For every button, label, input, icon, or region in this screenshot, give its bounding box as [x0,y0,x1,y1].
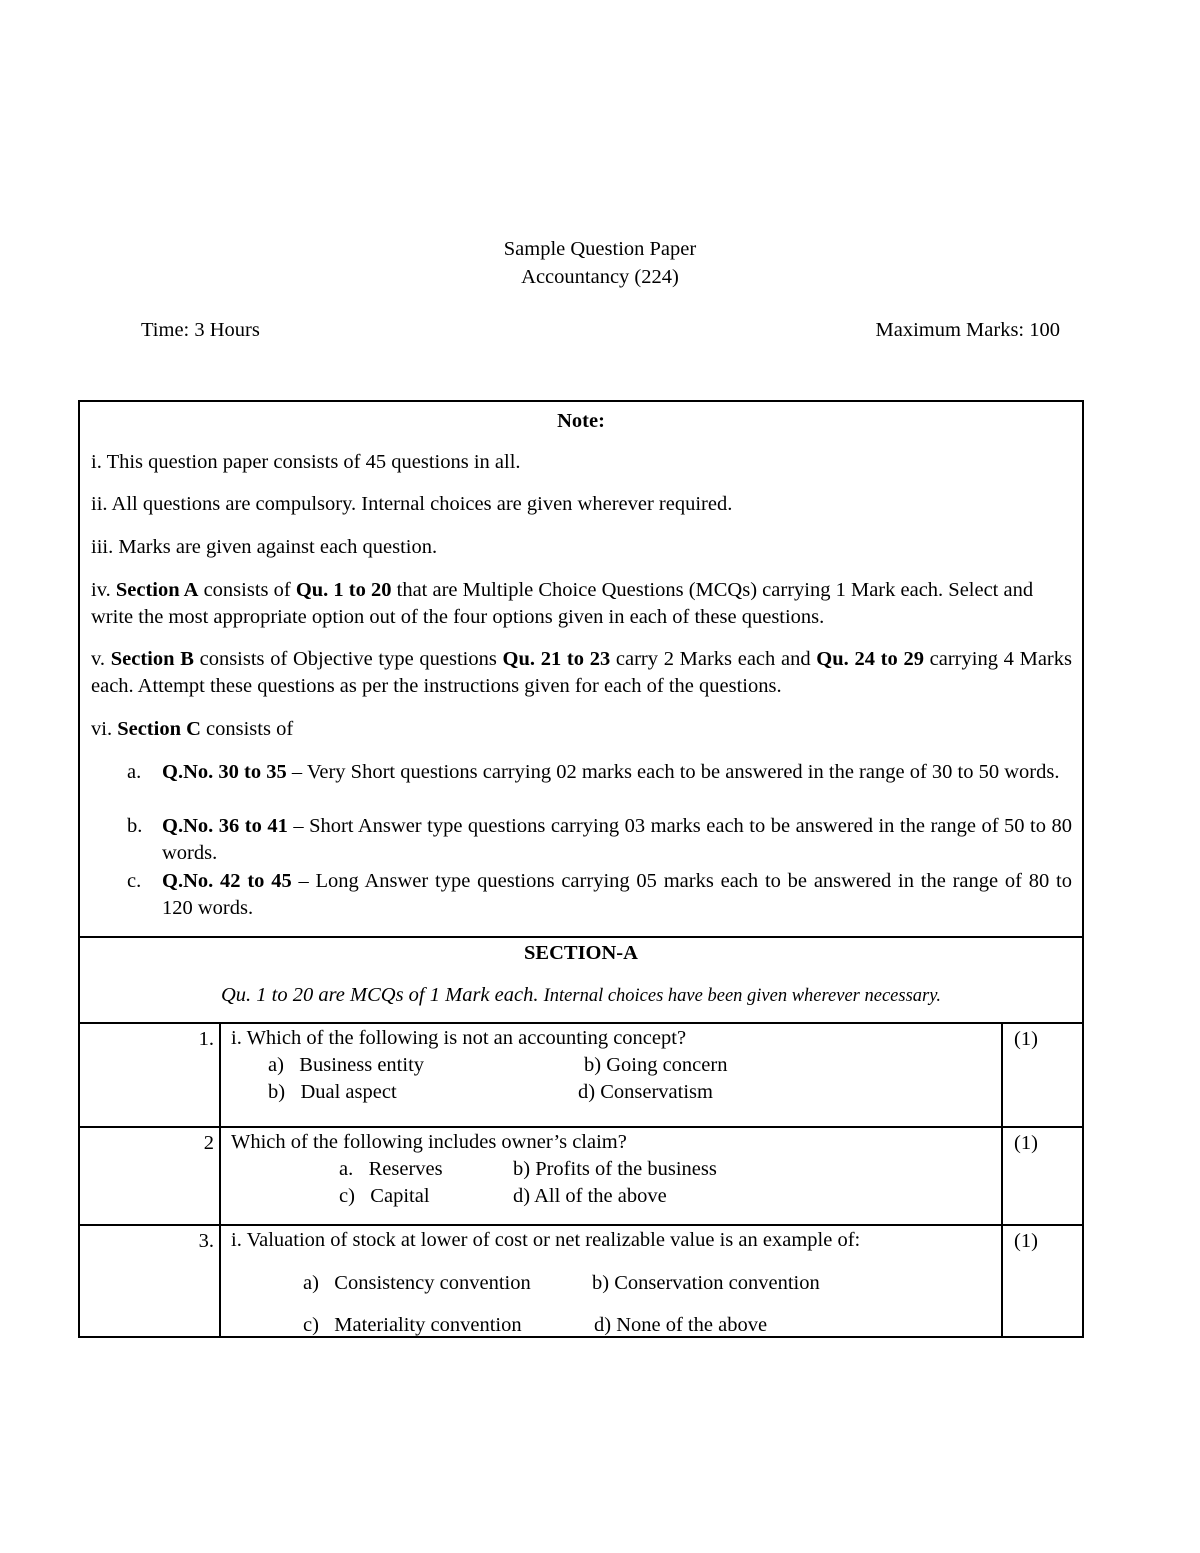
option-d: d) None of the above [594,1314,768,1336]
question-number: 3. [198,1230,214,1252]
question-paper-table [78,400,1084,1338]
option-c: c) Capital [339,1185,430,1207]
note-item-iii: iii. Marks are given against each question. [91,536,438,558]
note-section: Note: i. This question paper consists of 45 questions in all. ii. All questions are compulsory. Internal choices are given wherever required. iii. Marks are given against each question. iv. Section A consists of Qu. 1 to 20 that are Multiple Choice Questions (MCQs) carrying 1 Mark each. Select and write the most appropriate option out of the four options given in each of these questions. v. Section B consists of Objective type questions Qu. 21 to 23 carry 2 Marks each and Qu. 24 to 29 carrying 4 Marks each. Attempt these questions as per the instructions given for each of the questions. vi. Section C consists of a. Q.No. 30 to 35 – Very Short questions carrying 02 marks each to be answered in the range of 30 to 50 words. b. Q.No. 36 to 41 – Short Answer type questions carrying 03 marks each to be answered in the range of 50 to 80 words. c. Q.No. 42 to 45 – Long Answer type questions carrying 05 marks each to be answered in the range of 80 to 120 words. [80,402,1082,938]
option-d: d) All of the above [513,1185,667,1207]
question-row-2 [80,1126,1082,1226]
question-marks: (1) [1014,1028,1038,1050]
item-letter: b. [127,815,143,837]
section-a-heading: SECTION-A [524,942,638,964]
question-text: Which of the following includes owner’s claim? [231,1131,627,1153]
note-item-vi: vi. Section C consists of [91,718,294,740]
option-a: a. Reserves [339,1158,443,1180]
option-a: a) Business entity [268,1054,425,1076]
option-c: c) Materiality convention [303,1314,522,1336]
question-text: i. Which of the following is not an accounting concept? [231,1027,687,1049]
question-marks: (1) [1014,1230,1038,1252]
question-number: 2 [203,1132,214,1154]
section-a-header [80,936,1082,1024]
paper-subject: Accountancy (224) [521,266,679,288]
section-a-instructions: Qu. 1 to 20 are MCQs of 1 Mark each. Internal choices have been given wherever necessary. [220,984,942,1006]
note-item-iv: iv. Section A consists of Qu. 1 to 20 that are Multiple Choice Questions (MCQs) carrying 1 Mark each. Select and write the most appropriate option out of the four options given in each of these questions. [91,579,1034,628]
exam-time: Time: 3 Hours [141,319,260,341]
option-d: d) Conservatism [578,1081,713,1103]
option-c: b) Dual aspect [268,1081,397,1103]
question-text: i. Valuation of stock at lower of cost or net realizable value is an example of: [231,1229,861,1251]
option-a: a) Consistency convention [303,1272,531,1294]
question-number: 1. [198,1028,214,1050]
note-item-ii: ii. All questions are compulsory. Internal choices are given wherever required. [91,493,733,515]
question-marks: (1) [1014,1132,1038,1154]
question-row-1 [80,1022,1082,1128]
item-letter: a. [127,761,142,783]
question-row-3 [80,1224,1082,1336]
note-heading: Note: [557,410,605,432]
max-marks: Maximum Marks: 100 [875,319,1060,341]
option-b: b) Profits of the business [513,1158,717,1180]
paper-title: Sample Question Paper [503,238,697,260]
note-item-v: v. Section B consists of Objective type questions Qu. 21 to 23 carry 2 Marks each and Qu. 24 to 29 carrying 4 Marks each. Attempt these questions as per the instructions given for each of the questions. [91,648,1072,697]
option-b: b) Going concern [584,1054,728,1076]
option-b: b) Conservation convention [592,1272,820,1294]
note-item-i: i. This question paper consists of 45 questions in all. [91,451,521,473]
item-letter: c. [127,870,142,892]
